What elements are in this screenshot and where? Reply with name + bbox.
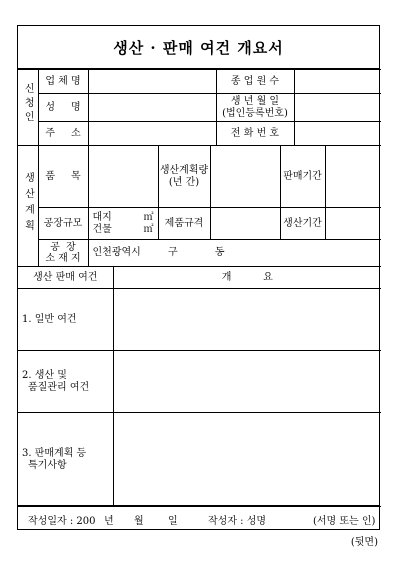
applicant-group: 신청인 [22, 83, 34, 125]
conditions-header-left: 생산 판매 여건 [18, 267, 113, 289]
birth-label-line1: 생 년 월 일 [230, 96, 280, 107]
employees-value[interactable] [294, 70, 381, 94]
form-frame [17, 25, 380, 530]
spec-label: 제품규격 [158, 208, 210, 240]
location-label-line1: 공 장 [50, 241, 76, 253]
sales-plan-label [18, 413, 113, 507]
name-label: 성 명 [38, 94, 88, 122]
signature-row [18, 505, 379, 529]
qty-value[interactable] [210, 146, 280, 208]
plan-table [18, 145, 381, 267]
sales-plan-line1: 3. 판매계획 등 [22, 448, 87, 459]
address-label: 주 소 [38, 122, 88, 146]
prod-period-value[interactable] [325, 208, 381, 240]
date-year: 년 [104, 516, 114, 527]
general-conditions-label: 1. 일반 여건 [18, 289, 113, 351]
site-label: 대지 [92, 212, 112, 223]
spec-value[interactable] [210, 208, 280, 240]
address-value[interactable] [88, 122, 216, 146]
scale-label: 공장규모 [38, 208, 88, 240]
site-unit: ㎡ [143, 212, 154, 223]
birth-label-line2: (법인등록번호) [222, 107, 288, 119]
location-label [38, 240, 88, 267]
location-dong: 동 [214, 247, 225, 259]
location-label-line2: 소 재 지 [45, 253, 81, 264]
sales-plan-value[interactable] [113, 413, 381, 507]
sales-period-label: 판매기간 [280, 146, 325, 208]
back-page-label: (뒷면) [350, 537, 378, 548]
date-label: 작성일자 : 200 [28, 516, 96, 527]
building-label: 건물 [92, 223, 112, 235]
applicant-table [18, 69, 381, 146]
form-title: 생산 · 판매 여건 개요서 [18, 26, 379, 69]
employees-label: 종 업 원 수 [216, 70, 294, 94]
qty-label-line1: 생산계획량 [159, 165, 209, 176]
location-gu: 구 [168, 247, 178, 259]
applicant-group-label [18, 70, 38, 146]
conditions-table [18, 266, 381, 507]
company-value[interactable] [88, 70, 216, 94]
date-month: 월 [134, 516, 144, 527]
sign-label: (서명 또는 인) [313, 516, 376, 527]
prod-period-label: 생산기간 [280, 208, 325, 240]
location-value[interactable] [88, 240, 381, 267]
birth-value[interactable] [294, 94, 381, 122]
date-day: 일 [168, 516, 178, 527]
phone-value[interactable] [294, 122, 381, 146]
sales-plan-line2: 특기사항 [28, 459, 67, 471]
building-unit: ㎡ [143, 223, 154, 235]
scale-value[interactable] [88, 208, 158, 240]
conditions-header-right: 개 요 [113, 267, 381, 289]
birth-label [216, 94, 294, 122]
quality-line2: 품질관리 여건 [28, 381, 90, 393]
location-city: 인천광역시 [92, 247, 141, 259]
qty-label [158, 146, 210, 208]
quality-line1: 2. 생산 및 [22, 370, 67, 381]
plan-group-label [18, 146, 38, 267]
plan-group: 생산계획 [22, 172, 34, 237]
general-conditions-value[interactable] [113, 289, 381, 351]
quality-conditions-label [18, 351, 113, 413]
item-value[interactable] [88, 146, 158, 208]
qty-label-line2: (년 간) [168, 176, 200, 188]
phone-label: 전 화 번 호 [216, 122, 294, 146]
item-label: 품 목 [38, 146, 88, 208]
name-value[interactable] [88, 94, 216, 122]
writer-label: 작성자 : 성명 [208, 516, 267, 527]
company-label: 업 체 명 [38, 70, 88, 94]
quality-conditions-value[interactable] [113, 351, 381, 413]
sales-period-value[interactable] [325, 146, 381, 208]
